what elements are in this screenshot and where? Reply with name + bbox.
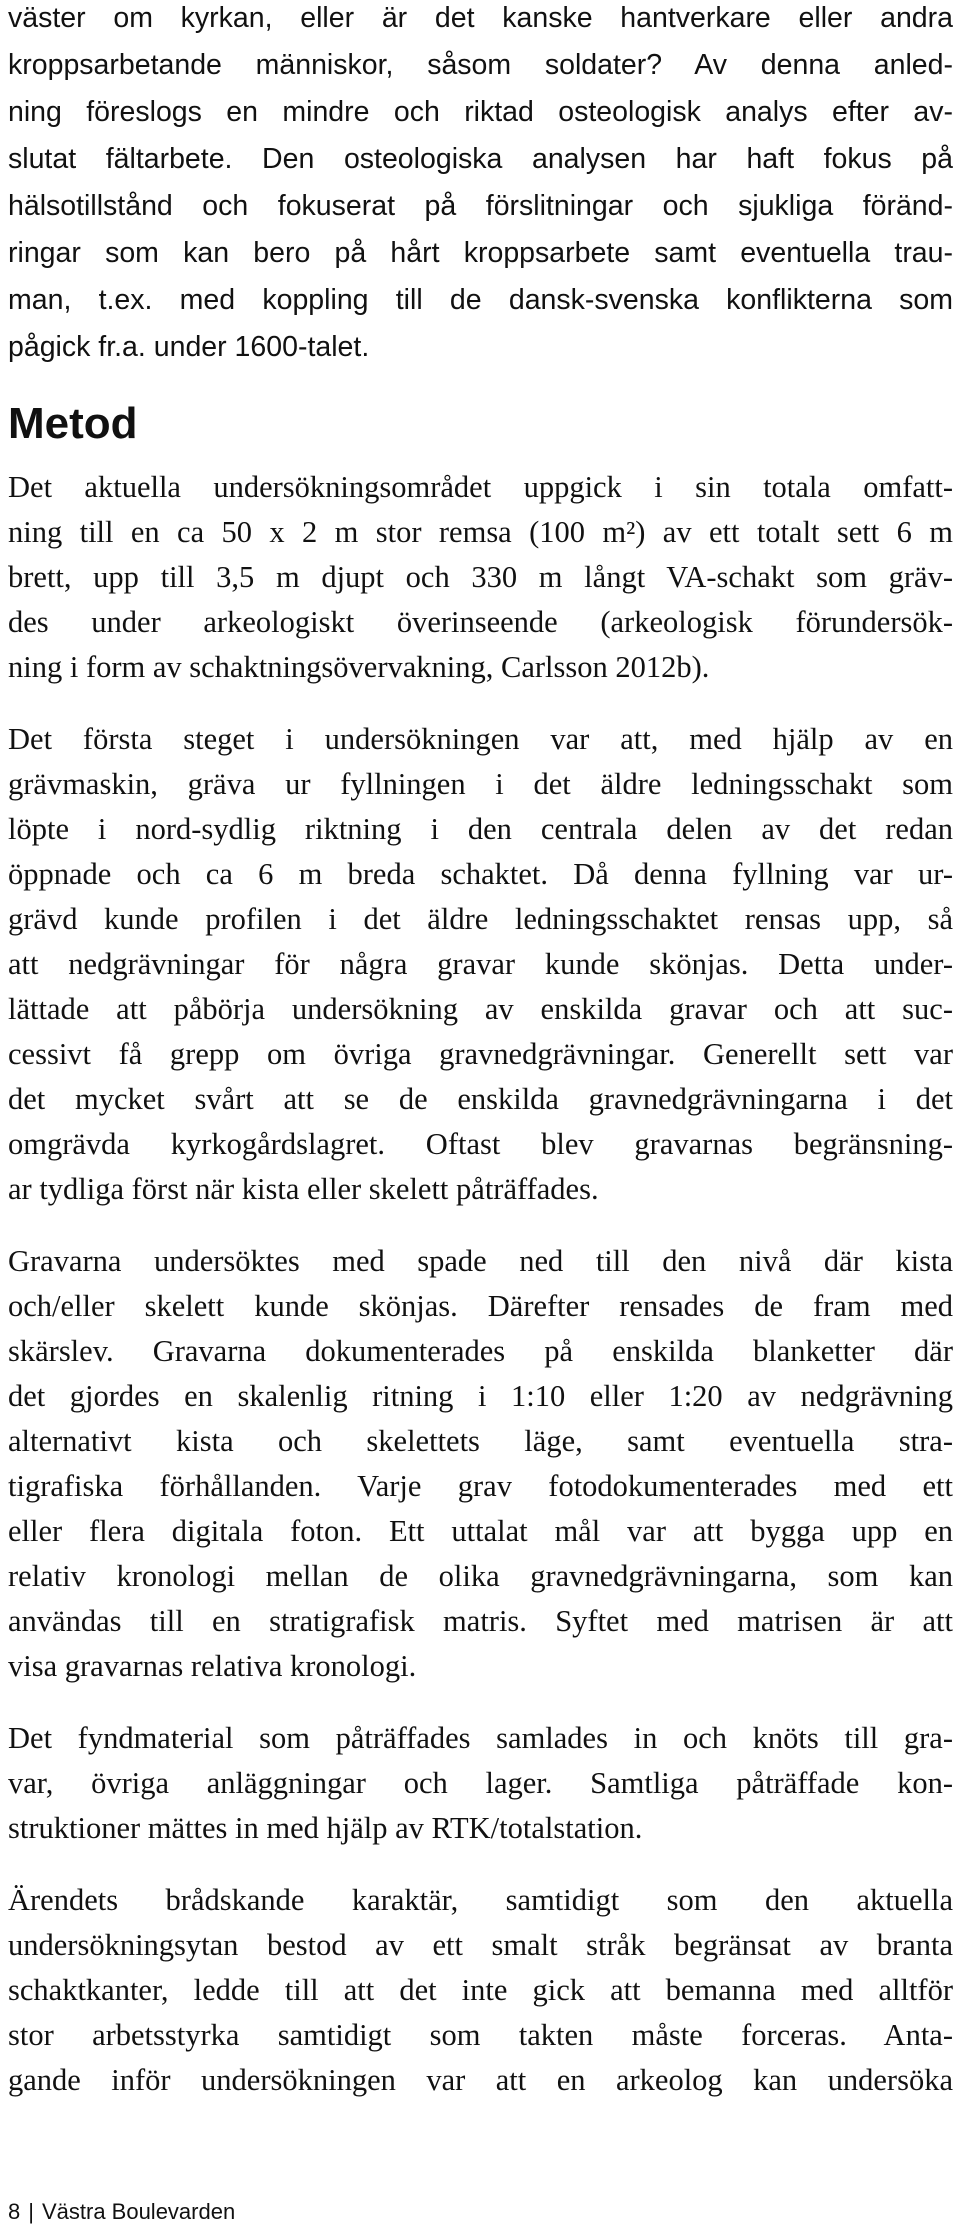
text-line: hälsotillstånd och fokuserat på förslitningar och sjukliga föränd- [8,190,953,222]
text-line: kroppsarbetande människor, såsom soldater? Av denna anled- [8,49,953,81]
text-line: Gravarna undersöktes med spade ned till den nivå där kista [8,1244,953,1278]
text-line: des under arkeologiskt överinseende (arkeologisk förundersök- [8,605,953,639]
text-line: eller flera digitala foton. Ett uttalat mål var att bygga upp en [8,1514,953,1548]
text-line: brett, upp till 3,5 m djupt och 330 m långt VA-schakt som gräv- [8,560,953,594]
text-line: Ärendets brådskande karaktär, samtidigt som den aktuella [8,1883,953,1917]
text-line: pågick fr.a. under 1600-talet. [8,331,370,363]
text-line: omgrävda kyrkogårdslagret. Oftast blev gravarnas begränsning- [8,1127,953,1161]
text-line: ning till en ca 50 x 2 m stor remsa (100 m²) av ett totalt sett 6 m [8,515,953,549]
text-line: ning i form av schaktningsövervakning, Carlsson 2012b). [8,650,710,684]
text-line: Det fyndmaterial som påträffades samlades in och knöts till gra- [8,1721,953,1755]
publication-title: Västra Boulevarden [41,2199,236,2224]
text-line: visa gravarnas relativa kronologi. [8,1649,417,1683]
text-line: Det aktuella undersökningsområdet uppgick i sin totala omfatt- [8,470,953,504]
text-line: schaktkanter, ledde till att det inte gick att bemanna med alltför [8,1973,953,2007]
text-line: användas till en stratigrafisk matris. Syftet med matrisen är att [8,1604,953,1638]
text-line: lättade att påbörja undersökning av enskilda gravar och att suc- [8,992,953,1026]
section-heading: Metod [8,399,138,448]
text-line: relativ kronologi mellan de olika gravnedgrävningarna, som kan [8,1559,953,1593]
text-line: tigrafiska förhållanden. Varje grav fotodokumenterades med ett [8,1469,953,1503]
text-line: och/eller skelett kunde skönjas. Därefter rensades de fram med [8,1289,953,1323]
text-line: var, övriga anläggningar och lager. Samtliga påträffade kon- [8,1766,953,1800]
text-line: grävd kunde profilen i det äldre ledningsschaktet rensas upp, så [8,902,953,936]
text-line: undersökningsytan bestod av ett smalt stråk begränsat av branta [8,1928,953,1962]
text-line: det gjordes en skalenlig ritning i 1:10 eller 1:20 av nedgrävning [8,1379,953,1413]
text-line: gande inför undersökningen var att en arkeolog kan undersöka [8,2063,953,2097]
footer-separator: | [28,2199,34,2224]
text-line: löpte i nord-sydlig riktning i den centrala delen av det redan [8,812,953,846]
text-line: man, t.ex. med koppling till de dansk-svenska konflikterna som [8,284,953,316]
text-line: skärslev. Gravarna dokumenterades på enskilda blanketter där [8,1334,953,1368]
text-line: stor arbetsstyrka samtidigt som takten måste forceras. Anta- [8,2018,953,2052]
text-line: cessivt få grepp om övriga gravnedgrävningar. Generellt sett var [8,1037,953,1071]
text-line: att nedgrävningar för några gravar kunde skönjas. Detta under- [8,947,953,981]
page-footer [8,2201,235,2223]
text-line: alternativt kista och skelettets läge, samt eventuella stra- [8,1424,953,1458]
text-line: struktioner mättes in med hjälp av RTK/totalstation. [8,1811,643,1845]
page-number: 8 [8,2199,21,2224]
text-line: ar tydliga först när kista eller skelett påträffades. [8,1172,599,1206]
text-line: ning föreslogs en mindre och riktad osteologisk analys efter av- [8,96,953,128]
text-line: det mycket svårt att se de enskilda gravnedgrävningarna i det [8,1082,953,1116]
text-line: grävmaskin, gräva ur fyllningen i det äldre ledningsschakt som [8,767,953,801]
text-line: ringar som kan bero på hårt kroppsarbete samt eventuella trau- [8,237,953,269]
text-line: öppnade och ca 6 m breda schaktet. Då denna fyllning var ur- [8,857,953,891]
text-line: slutat fältarbete. Den osteologiska analysen har haft fokus på [8,143,953,175]
text-line: väster om kyrkan, eller är det kanske hantverkare eller andra [8,2,953,34]
text-line: Det första steget i undersökningen var att, med hjälp av en [8,722,953,756]
